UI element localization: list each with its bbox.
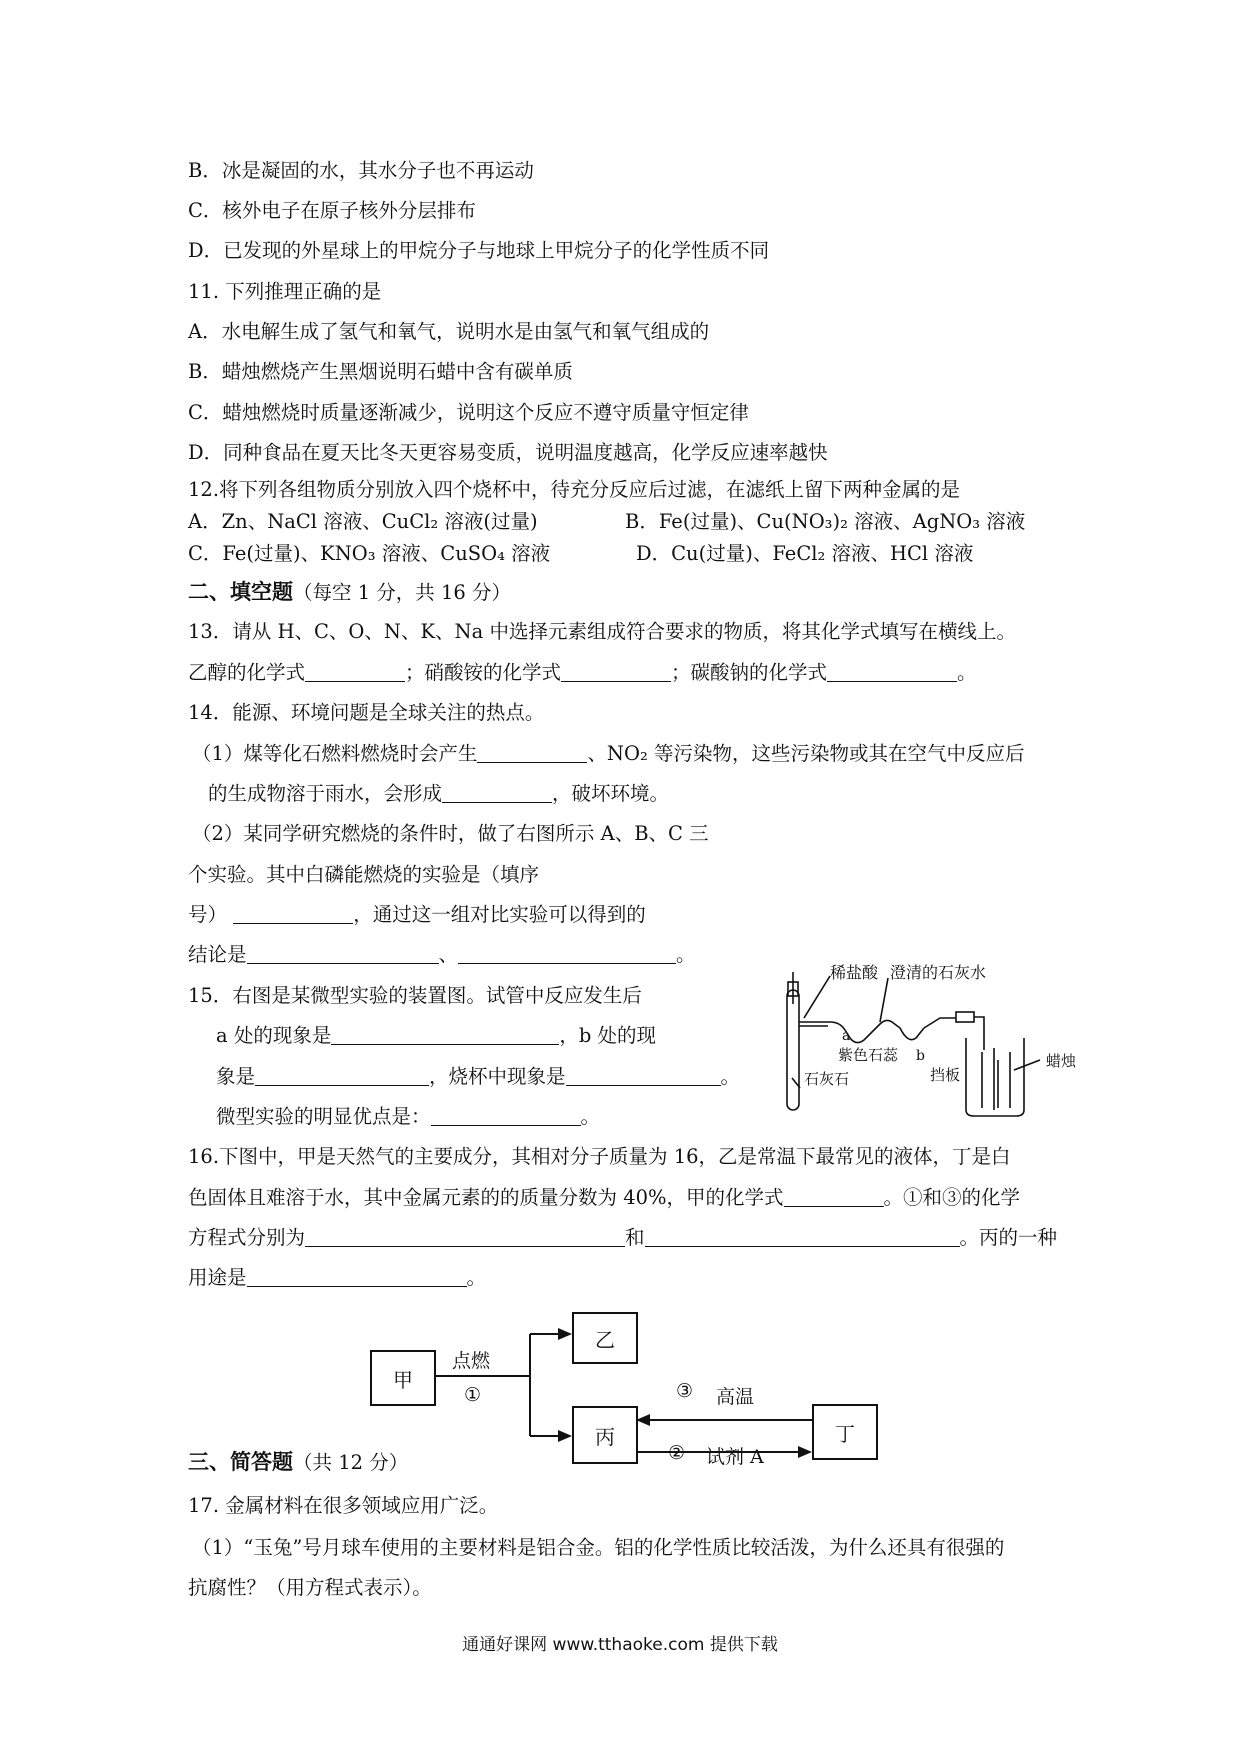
q15-text-b: ，b 处的现 xyxy=(559,1024,657,1047)
q14-part1-text-d: ，破坏环境。 xyxy=(552,782,670,805)
label-baffle: 挡板 xyxy=(930,1066,961,1084)
diagram-node-ding: 丁 xyxy=(812,1404,878,1460)
q16-text-d: 和 xyxy=(625,1226,645,1249)
q12-option-d: D．Cu(过量)、FeCl₂ 溶液、HCl 溶液 xyxy=(636,542,974,565)
q14-part1-text-b: 、NO₂ 等污染物，这些污染物或其在空气中反应后 xyxy=(587,742,1025,765)
q15-text-d: ，烧杯中现象是 xyxy=(429,1065,566,1088)
q15-text-c: 象是 xyxy=(216,1065,256,1088)
q16-line1: 16.下图中，甲是天然气的主要成分，其相对分子质量为 16，乙是常温下最常见的液体，丁是白 xyxy=(188,1145,1011,1168)
q14-part2-line2: 个实验。其中白磷能燃烧的实验是（填序 xyxy=(188,863,540,886)
section3-title: 三、简答题 xyxy=(188,1449,293,1474)
q14-part2-text-c: 号） xyxy=(188,903,228,926)
q13-end: 。 xyxy=(957,661,977,684)
diagram-label-step-2: ② xyxy=(668,1442,686,1464)
q14-stem: 14．能源、环境问题是全球关注的热点。 xyxy=(188,701,545,724)
section3-heading xyxy=(188,1448,408,1477)
q17-part1-line2: 抗腐性？（用方程式表示）。 xyxy=(188,1576,432,1599)
q13-prompt-sodium-carbonate: ；碳酸钠的化学式 xyxy=(671,661,828,684)
label-limestone: 石灰石 xyxy=(804,1070,850,1088)
page-footer: 通通好课网 www.tthaoke.com 提供下载 xyxy=(462,1635,778,1655)
q12-stem: 12.将下列各组物质分别放入四个烧杯中，待充分反应后过滤，在滤纸上留下两种金属的是 xyxy=(188,478,961,501)
q17-stem: 17. 金属材料在很多领域应用广泛。 xyxy=(188,1494,499,1517)
q16-text-e: 。丙的一种 xyxy=(959,1226,1058,1249)
q11-option-c: C．蜡烛燃烧时质量逐渐减少，说明这个反应不遵守质量守恒定律 xyxy=(188,401,749,424)
q10-option-b: B．冰是凝固的水，其水分子也不再运动 xyxy=(188,159,534,182)
q13-stem: 13．请从 H、C、O、N、K、Na 中选择元素组成符合要求的物质，将其化学式填写在横线上。 xyxy=(188,620,1016,643)
diagram-label-step-1: ① xyxy=(464,1384,482,1406)
section2-title: 二、填空题 xyxy=(188,579,293,604)
q11-option-a: A．水电解生成了氢气和氧气，说明水是由氢气和氧气组成的 xyxy=(188,320,710,343)
q11-option-b: B．蜡烛燃烧产生黑烟说明石蜡中含有碳单质 xyxy=(188,360,573,383)
q16-text-a: 色固体且难溶于水，其中金属元素的的质量分数为 40%，甲的化学式 xyxy=(188,1186,784,1209)
diagram-node-yi: 乙 xyxy=(572,1312,638,1364)
q10-option-d: D．已发现的外星球上的甲烷分子与地球上甲烷分子的化学性质不同 xyxy=(188,239,770,262)
q15-text-e: 。 xyxy=(720,1065,741,1088)
q11-option-d: D．同种食品在夏天比冬天更容易变质，说明温度越高，化学反应速率越快 xyxy=(188,441,828,464)
q14-part1-text-c: 的生成物溶于雨水，会形成 xyxy=(208,782,443,805)
section3-note: （共 12 分） xyxy=(293,1451,409,1474)
diagram-label-high-temp: 高温 xyxy=(716,1386,755,1408)
diagram-label-step-3: ③ xyxy=(676,1380,694,1402)
label-dilute-hcl: 稀盐酸 xyxy=(830,963,879,982)
q14-part2-text-e: 结论是 xyxy=(188,943,247,966)
diagram-label-reagent-a: 试剂 A xyxy=(706,1446,764,1468)
q16-text-c: 方程式分别为 xyxy=(188,1226,306,1249)
label-candle: 蜡烛 xyxy=(1046,1052,1077,1070)
label-point-a: a xyxy=(842,1028,851,1044)
diagram-label-burn: 点燃 xyxy=(452,1350,491,1372)
q15-stem: 15．右图是某微型实验的装置图。试管中反应发生后 xyxy=(188,984,642,1007)
q13-prompt-ammonium-nitrate: ；硝酸铵的化学式 xyxy=(405,661,562,684)
q15-text-a: a 处的现象是 xyxy=(216,1024,332,1047)
q15-text-g: 。 xyxy=(580,1105,601,1128)
section2-note: （每空 1 分，共 16 分） xyxy=(293,581,512,604)
diagram-node-bing: 丙 xyxy=(572,1406,638,1464)
q14-part1-text-a: （1）煤等化石燃料燃烧时会产生 xyxy=(192,742,478,765)
label-limewater: 澄清的石灰水 xyxy=(890,963,987,982)
diagram-node-jia: 甲 xyxy=(370,1350,436,1406)
q14-part2-text-f: 、 xyxy=(438,943,459,966)
label-litmus: 紫色石蕊 xyxy=(838,1046,899,1064)
label-point-b: b xyxy=(916,1048,925,1064)
q15-text-f: 微型实验的明显优点是： xyxy=(216,1105,431,1128)
q11-stem: 11. 下列推理正确的是 xyxy=(188,280,382,303)
q16-text-f: 用途是 xyxy=(188,1266,247,1289)
q12-option-b: B．Fe(过量)、Cu(NO₃)₂ 溶液、AgNO₃ 溶液 xyxy=(625,510,1026,533)
q12-option-a: A．Zn、NaCl 溶液、CuCl₂ 溶液(过量) xyxy=(188,510,538,533)
q14-part2-line1: （2）某同学研究燃烧的条件时，做了右图所示 A、B、C 三 xyxy=(192,822,709,845)
q10-option-c: C．核外电子在原子核外分层排布 xyxy=(188,199,476,222)
q14-part2-text-d: ，通过这一组对比实验可以得到的 xyxy=(353,903,646,926)
q13-prompt-ethanol: 乙醇的化学式 xyxy=(188,661,306,684)
q14-part2-text-g: 。 xyxy=(676,943,696,966)
q12-option-c: C．Fe(过量)、KNO₃ 溶液、CuSO₄ 溶液 xyxy=(188,542,551,565)
q17-part1-line1: （1）“玉兔”号月球车使用的主要材料是铝合金。铝的化学性质比较活泼，为什么还具有很强的 xyxy=(192,1536,1005,1559)
q16-text-b: 。①和③的化学 xyxy=(883,1186,1021,1209)
q16-text-g: 。 xyxy=(466,1266,487,1289)
